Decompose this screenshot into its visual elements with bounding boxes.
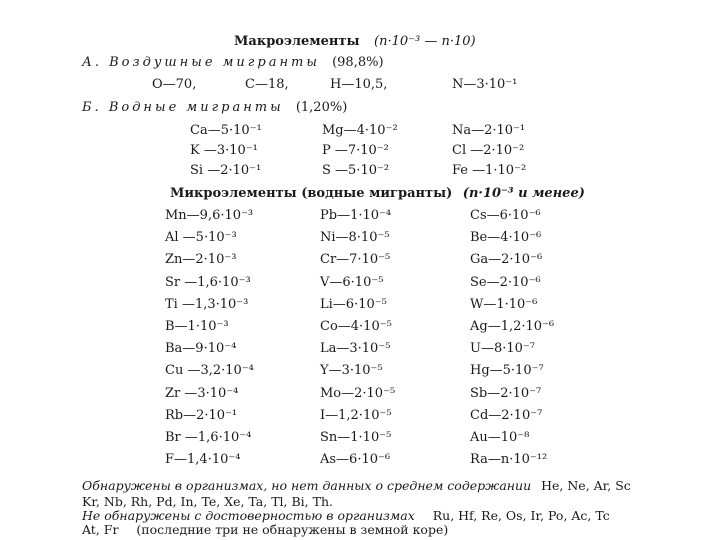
micro-element-cell: Cr—7·10⁻⁵ <box>320 252 391 268</box>
water-macro-cell: P —7·10⁻² <box>322 143 389 158</box>
micro-title-line <box>170 186 585 201</box>
water-macro-cell: Na—2·10⁻¹ <box>452 123 526 138</box>
last-note-line <box>82 522 448 537</box>
water-macro-cell: Mg—4·10⁻² <box>322 123 398 138</box>
notdetected-note-label: Не обнаружены с достоверностью в организмах <box>82 508 415 523</box>
micro-element-cell: Ti —1,3·10⁻³ <box>165 296 249 312</box>
macro-range: (n·10⁻³ — n·10) <box>374 34 476 49</box>
micro-element-cell: Ba—9·10⁻⁴ <box>165 341 237 357</box>
micro-element-cell: Cs—6·10⁻⁶ <box>470 208 541 223</box>
last-note-elements: At, Fr <box>82 522 119 537</box>
micro-element-cell: Mo—2·10⁻⁵ <box>320 385 396 401</box>
micro-element-cell: Hg—5·10⁻⁷ <box>470 363 544 379</box>
air-migrants-heading <box>82 55 384 70</box>
micro-element-cell: I—1,2·10⁻⁵ <box>320 407 392 423</box>
water-macro-cell: S —5·10⁻² <box>322 163 390 178</box>
air-migrants-percent: (98,8%) <box>332 55 384 70</box>
micro-element-cell: Ga—2·10⁻⁶ <box>470 252 543 268</box>
micro-element-cell: Ag—1,2·10⁻⁶ <box>470 319 555 334</box>
micro-title: Микроэлементы (водные мигранты) <box>170 186 453 201</box>
water-macro-cell: Fe —1·10⁻² <box>452 163 527 178</box>
air-item: N—3·10⁻¹ <box>452 77 518 92</box>
micro-element-cell: Br —1,6·10⁻⁴ <box>165 430 252 445</box>
micro-element-cell: W—1·10⁻⁶ <box>470 296 538 312</box>
notdetected-note-list: Ru, Hf, Re, Os, Ir, Po, Ac, Tc <box>432 508 610 523</box>
micro-element-cell: F—1,4·10⁻⁴ <box>165 452 241 468</box>
last-note-text: (последние три не обнаружены в земной коре) <box>136 522 449 537</box>
micro-element-cell: Cu —3,2·10⁻⁴ <box>165 363 254 379</box>
water-migrants-percent: (1,20%) <box>295 100 348 115</box>
water-migrants-label: Б. Водные мигранты <box>82 100 284 115</box>
water-macro-cell: Ca—5·10⁻¹ <box>190 123 262 138</box>
micro-element-cell: As—6·10⁻⁶ <box>320 452 391 468</box>
water-macro-cell: Cl —2·10⁻² <box>452 143 525 158</box>
micro-element-cell: Rb—2·10⁻¹ <box>165 407 238 423</box>
macro-title-line <box>234 34 476 49</box>
micro-range: (n·10⁻³ и менее) <box>462 186 585 201</box>
micro-element-cell: Sr —1,6·10⁻³ <box>165 274 251 290</box>
air-item: H—10,5, <box>330 77 388 92</box>
micro-element-cell: Ra—n·10⁻¹² <box>470 452 548 468</box>
micro-element-cell: Zr —3·10⁻⁴ <box>165 385 239 401</box>
micro-element-cell: Co—4·10⁻⁵ <box>320 319 392 334</box>
micro-element-cell: Al —5·10⁻³ <box>165 230 237 246</box>
micro-element-cell: Au—10⁻⁸ <box>470 430 530 445</box>
water-macro-cell: K —3·10⁻¹ <box>190 143 258 158</box>
micro-element-cell: La—3·10⁻⁵ <box>320 341 391 357</box>
micro-element-cell: Sn—1·10⁻⁵ <box>320 430 392 445</box>
micro-element-cell: Y—3·10⁻⁵ <box>320 363 383 379</box>
water-macro-cell: Si —2·10⁻¹ <box>190 163 262 178</box>
micro-element-cell: Pb—1·10⁻⁴ <box>320 208 392 223</box>
air-item: C—18, <box>245 77 289 92</box>
micro-element-cell: Mn—9,6·10⁻³ <box>165 208 254 223</box>
notdetected-note-line <box>82 508 610 523</box>
detected-note-line-2 <box>82 494 333 509</box>
detected-note-label: Обнаружены в организмах, но нет данных о среднем содержании <box>82 478 532 493</box>
water-migrants-heading <box>82 100 347 115</box>
micro-element-cell: Ni—8·10⁻⁵ <box>320 230 390 246</box>
micro-element-cell: B—1·10⁻³ <box>165 319 229 334</box>
macro-title: Макроэлементы <box>234 34 360 49</box>
air-item: O—70, <box>152 77 197 92</box>
micro-element-cell: Cd—2·10⁻⁷ <box>470 407 543 423</box>
detected-note-list-2: Kr, Nb, Rh, Pd, In, Te, Xe, Ta, Tl, Bi, Th. <box>82 494 333 509</box>
micro-element-cell: U—8·10⁻⁷ <box>470 341 535 357</box>
detected-note-list: He, Ne, Ar, Sc <box>541 478 631 493</box>
air-migrants-label: А. Воздушные мигранты <box>82 55 320 70</box>
detected-note-line <box>82 478 720 493</box>
micro-element-cell: Se—2·10⁻⁶ <box>470 274 541 290</box>
micro-element-cell: V—6·10⁻⁵ <box>320 274 384 290</box>
micro-element-cell: Li—6·10⁻⁵ <box>320 296 387 312</box>
micro-element-cell: Be—4·10⁻⁶ <box>470 230 542 246</box>
micro-element-cell: Sb—2·10⁻⁷ <box>470 385 542 401</box>
micro-element-cell: Zn—2·10⁻³ <box>165 252 237 268</box>
